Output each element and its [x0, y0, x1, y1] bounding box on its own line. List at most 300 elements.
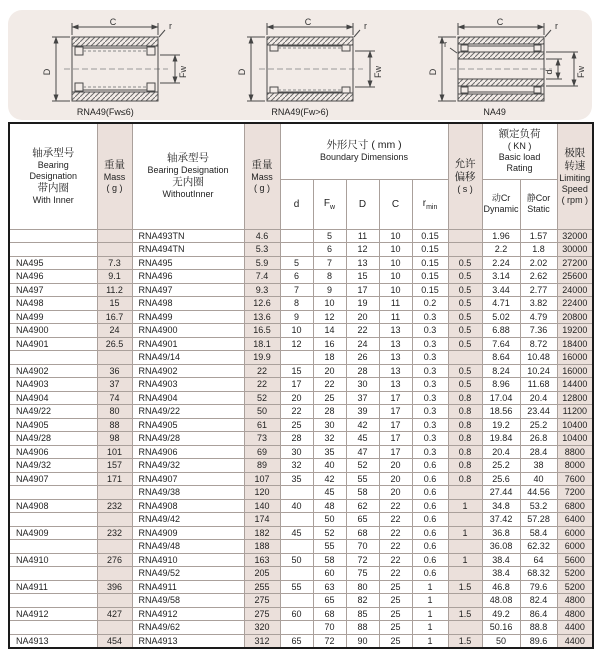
cell-designation-without-inner: RNA4910: [132, 553, 244, 567]
table-header: [9, 123, 593, 229]
cell-value: 40: [313, 459, 346, 473]
cell-value: 25.2: [482, 459, 520, 473]
header-text: 带内圈: [37, 181, 69, 194]
cell-value: 10: [379, 270, 412, 284]
cell-value: 8800: [557, 445, 593, 459]
cell-value: 0.6: [412, 499, 448, 513]
header-text: 轴承型号: [167, 152, 209, 165]
header-text: 静Cor: [526, 193, 551, 203]
header-static: [520, 179, 557, 229]
header-text: ( rpm ): [561, 194, 589, 205]
cell-value: 22: [244, 378, 280, 392]
table-row: [9, 567, 593, 581]
cell-value: 101: [97, 445, 132, 459]
cell-value: 5: [313, 229, 346, 243]
cell-designation-with-inner: NA497: [9, 283, 97, 297]
cell-value: 2.02: [520, 256, 557, 270]
cell-value: 1: [412, 594, 448, 608]
cell-value: 63: [313, 580, 346, 594]
cell-value: 0.3: [412, 324, 448, 338]
cell-value: 65: [313, 594, 346, 608]
cell-value: 25: [379, 607, 412, 621]
cell-value: 42: [346, 418, 379, 432]
dim-label-fw: Fw: [575, 66, 586, 78]
cell-designation-with-inner: NA4911: [9, 580, 97, 594]
dim-label-d-outer: D: [427, 68, 438, 76]
cell-value: 7600: [557, 472, 593, 486]
cell-value: 98: [97, 432, 132, 446]
table-row: [9, 634, 593, 648]
cell-value: 0.3: [412, 445, 448, 459]
figure-caption: RNA49(Fw≤6): [76, 107, 134, 117]
cell-value: 0.3: [412, 364, 448, 378]
cell-value: 79.6: [520, 580, 557, 594]
cell-value: [97, 229, 132, 243]
table-row: [9, 472, 593, 486]
cell-value: [448, 540, 482, 554]
cell-value: 5200: [557, 567, 593, 581]
cell-designation-with-inner: NA4908: [9, 499, 97, 513]
cell-value: 0.5: [448, 337, 482, 351]
cell-designation-with-inner: NA4905: [9, 418, 97, 432]
cell-value: 6000: [557, 540, 593, 554]
cell-designation-without-inner: RNA497: [132, 283, 244, 297]
cell-value: 28: [280, 432, 313, 446]
cell-value: 50.16: [482, 621, 520, 635]
table-row: [9, 486, 593, 500]
cell-value: 3.82: [520, 297, 557, 311]
cell-value: 53.2: [520, 499, 557, 513]
cell-value: 19: [346, 297, 379, 311]
cell-value: 5.9: [244, 256, 280, 270]
header-text: 偏移: [454, 170, 476, 183]
cell-designation-with-inner: [9, 486, 97, 500]
cell-value: 22: [379, 567, 412, 581]
cell-value: 72: [346, 553, 379, 567]
cell-value: 25: [379, 634, 412, 648]
cell-value: 27.44: [482, 486, 520, 500]
header-text: 转速: [564, 159, 586, 172]
cell-value: [97, 513, 132, 527]
cell-value: 80: [346, 580, 379, 594]
dim-label-r2: r: [443, 39, 447, 49]
cell-designation-with-inner: [9, 243, 97, 257]
cell-value: 30000: [557, 243, 593, 257]
cell-value: 0.6: [412, 553, 448, 567]
cell-designation-without-inner: RNA4911: [132, 580, 244, 594]
table-row: [9, 256, 593, 270]
header-load-rating: [482, 123, 557, 179]
cell-value: 15: [280, 364, 313, 378]
cell-value: 9: [280, 310, 313, 324]
cell-designation-without-inner: RNA49/32: [132, 459, 244, 473]
table-row: [9, 513, 593, 527]
cell-value: 16000: [557, 364, 593, 378]
cell-value: 1: [448, 553, 482, 567]
cell-value: [448, 594, 482, 608]
cell-value: 89.6: [520, 634, 557, 648]
cell-value: 4.79: [520, 310, 557, 324]
cell-value: 20.4: [482, 445, 520, 459]
cell-value: [448, 229, 482, 243]
table-row: [9, 297, 593, 311]
cell-value: 174: [244, 513, 280, 527]
cell-designation-without-inner: RNA493TN: [132, 229, 244, 243]
cell-value: 7: [313, 256, 346, 270]
figure-rna49-small-fw: [8, 10, 203, 120]
cell-value: 3.44: [482, 283, 520, 297]
cell-value: 45: [313, 486, 346, 500]
cell-value: 255: [244, 580, 280, 594]
cell-value: [280, 229, 313, 243]
cell-value: 0.8: [448, 432, 482, 446]
header-dynamic: [482, 179, 520, 229]
table-row: [9, 621, 593, 635]
cell-designation-with-inner: NA4903: [9, 378, 97, 392]
cell-value: 48.08: [482, 594, 520, 608]
cell-value: 19.84: [482, 432, 520, 446]
dim-label-r: r: [169, 21, 173, 31]
header-text: 重量: [104, 158, 125, 171]
cell-value: 45: [280, 526, 313, 540]
cell-value: 68: [313, 607, 346, 621]
cell-value: 20: [379, 486, 412, 500]
cell-value: 60: [280, 607, 313, 621]
cell-designation-without-inner: RNA49/42: [132, 513, 244, 527]
cell-value: 11: [379, 297, 412, 311]
cell-value: 6: [313, 243, 346, 257]
cell-value: 9.3: [244, 283, 280, 297]
cell-value: 88.8: [520, 621, 557, 635]
cell-value: 25: [379, 580, 412, 594]
cell-value: 13: [379, 351, 412, 365]
cell-value: 20: [379, 459, 412, 473]
cell-value: 8.96: [482, 378, 520, 392]
cell-value: 1.96: [482, 229, 520, 243]
cell-value: 10400: [557, 418, 593, 432]
cell-value: 23.44: [520, 405, 557, 419]
cell-value: 28.4: [520, 445, 557, 459]
cell-value: 5: [280, 256, 313, 270]
header-with-inner: [9, 123, 97, 229]
header-text: 重量: [251, 158, 273, 171]
cell-value: 9.1: [97, 270, 132, 284]
cell-value: 58.4: [520, 526, 557, 540]
cell-value: 13: [379, 337, 412, 351]
dim-label-fw: Fw: [373, 66, 383, 78]
table-row: [9, 283, 593, 297]
cell-value: 6.88: [482, 324, 520, 338]
header-text: Speed: [561, 183, 588, 194]
cell-value: 26.8: [520, 432, 557, 446]
cell-designation-with-inner: NA496: [9, 270, 97, 284]
header-text: 轴承型号: [32, 146, 75, 159]
cell-value: 86.4: [520, 607, 557, 621]
cell-value: 19.2: [482, 418, 520, 432]
cell-value: 0.3: [412, 418, 448, 432]
table-row: [9, 540, 593, 554]
cell-value: 20.4: [520, 391, 557, 405]
cell-value: 14: [313, 324, 346, 338]
cell-designation-with-inner: [9, 594, 97, 608]
cell-designation-with-inner: [9, 351, 97, 365]
cell-designation-with-inner: NA4909: [9, 526, 97, 540]
cell-value: 55: [280, 580, 313, 594]
cell-value: 26.5: [97, 337, 132, 351]
cell-value: 19200: [557, 324, 593, 338]
cell-designation-without-inner: RNA495: [132, 256, 244, 270]
cell-value: 0.5: [448, 297, 482, 311]
cell-value: 52: [346, 459, 379, 473]
cell-value: 1: [448, 526, 482, 540]
cell-value: 13.6: [244, 310, 280, 324]
cell-value: 17: [379, 405, 412, 419]
cell-value: 30: [313, 418, 346, 432]
header-text: ( s ): [457, 183, 473, 194]
cell-value: 20: [280, 391, 313, 405]
cell-value: 61: [244, 418, 280, 432]
cell-designation-without-inner: RNA49/52: [132, 567, 244, 581]
cell-value: 32: [313, 432, 346, 446]
cell-value: 232: [97, 499, 132, 513]
cell-designation-with-inner: NA4900: [9, 324, 97, 338]
cell-value: 55: [313, 540, 346, 554]
header-text: D: [358, 198, 367, 210]
cell-value: 17: [346, 283, 379, 297]
cell-value: 35: [313, 445, 346, 459]
cell-value: 19.9: [244, 351, 280, 365]
cell-value: 22: [379, 513, 412, 527]
cell-value: 20800: [557, 310, 593, 324]
cell-value: 0.5: [448, 256, 482, 270]
table-row: [9, 243, 593, 257]
cell-designation-with-inner: NA4902: [9, 364, 97, 378]
cell-designation-with-inner: NA4901: [9, 337, 97, 351]
cell-value: 454: [97, 634, 132, 648]
cell-value: 12: [280, 337, 313, 351]
header-text: Bearing: [37, 159, 69, 170]
cell-designation-without-inner: RNA4912: [132, 607, 244, 621]
cell-value: 8.64: [482, 351, 520, 365]
cell-value: 30: [280, 445, 313, 459]
cell-value: 0.6: [412, 472, 448, 486]
cell-value: 24: [97, 324, 132, 338]
cell-value: 64: [520, 553, 557, 567]
cell-value: 396: [97, 580, 132, 594]
cell-designation-without-inner: RNA498: [132, 297, 244, 311]
header-without-inner: [132, 123, 244, 229]
cell-value: [280, 540, 313, 554]
cell-value: 89: [244, 459, 280, 473]
cell-designation-without-inner: RNA4904: [132, 391, 244, 405]
header-text: w: [330, 203, 336, 211]
cell-value: 163: [244, 553, 280, 567]
cell-designation-without-inner: RNA49/58: [132, 594, 244, 608]
cell-designation-with-inner: NA49/32: [9, 459, 97, 473]
cell-value: 0.5: [448, 364, 482, 378]
header-text: ( g ): [106, 182, 123, 193]
cell-value: 47: [346, 445, 379, 459]
cell-value: 7.4: [244, 270, 280, 284]
header-text: WithoutInner: [162, 189, 214, 200]
cell-value: 16000: [557, 351, 593, 365]
cell-value: 18: [313, 351, 346, 365]
cell-designation-without-inner: RNA49/62: [132, 621, 244, 635]
cell-value: 42: [313, 472, 346, 486]
cell-value: 4800: [557, 594, 593, 608]
cell-value: 7.64: [482, 337, 520, 351]
cell-value: 2.2: [482, 243, 520, 257]
cell-value: 11: [346, 229, 379, 243]
cell-value: 17: [379, 418, 412, 432]
cell-value: 5.02: [482, 310, 520, 324]
cell-value: 40: [520, 472, 557, 486]
cell-value: 48: [313, 499, 346, 513]
header-text: Bearing Designation: [147, 165, 229, 176]
table-row: [9, 337, 593, 351]
cell-value: 0.15: [412, 256, 448, 270]
table-row: [9, 580, 593, 594]
cell-value: 46.8: [482, 580, 520, 594]
cell-value: [448, 486, 482, 500]
cell-value: 88: [97, 418, 132, 432]
header-text: Limiting: [559, 172, 591, 183]
cell-value: 312: [244, 634, 280, 648]
cell-value: 9: [313, 283, 346, 297]
cell-value: 7.3: [97, 256, 132, 270]
header-D: [346, 179, 379, 229]
cell-value: 7.36: [520, 324, 557, 338]
cell-value: 157: [97, 459, 132, 473]
figure-rna49-large-fw: [203, 10, 398, 120]
header-text: ( g ): [253, 182, 270, 193]
cell-value: 34.8: [482, 499, 520, 513]
cell-value: 0.15: [412, 270, 448, 284]
cell-value: [448, 567, 482, 581]
header-text: Dynamic: [483, 204, 519, 214]
cell-value: 17: [379, 391, 412, 405]
cell-value: 182: [244, 526, 280, 540]
header-text: 无内圈: [172, 176, 204, 189]
cell-value: 1.5: [448, 607, 482, 621]
dim-label-c: C: [304, 17, 312, 27]
cell-value: 1: [412, 580, 448, 594]
cell-value: 38.4: [482, 567, 520, 581]
dim-label-d-inner: d: [543, 69, 554, 75]
cell-designation-with-inner: [9, 540, 97, 554]
cell-value: 0.3: [412, 351, 448, 365]
cell-value: 37: [97, 378, 132, 392]
cell-value: 0.3: [412, 432, 448, 446]
cell-value: [280, 594, 313, 608]
header-text: F: [323, 197, 331, 209]
cell-value: 0.15: [412, 229, 448, 243]
cell-designation-without-inner: RNA4901: [132, 337, 244, 351]
cell-value: 140: [244, 499, 280, 513]
cell-value: 4800: [557, 607, 593, 621]
cell-value: 80: [97, 405, 132, 419]
cell-designation-without-inner: RNA4913: [132, 634, 244, 648]
cell-value: [97, 486, 132, 500]
cell-designation-without-inner: RNA49/28: [132, 432, 244, 446]
cell-value: 30: [346, 378, 379, 392]
cell-value: 232: [97, 526, 132, 540]
cell-value: 4400: [557, 621, 593, 635]
cell-value: 275: [244, 607, 280, 621]
cell-value: 22: [313, 378, 346, 392]
cell-value: 50: [482, 634, 520, 648]
cell-value: 0.3: [412, 405, 448, 419]
cell-value: 18400: [557, 337, 593, 351]
cell-designation-without-inner: RNA4903: [132, 378, 244, 392]
bearing-diagram-panel: [8, 10, 592, 120]
cell-value: 205: [244, 567, 280, 581]
cell-value: 1: [448, 499, 482, 513]
cell-value: [97, 567, 132, 581]
table-row: [9, 418, 593, 432]
cell-value: 60: [313, 567, 346, 581]
cell-value: 8.24: [482, 364, 520, 378]
cell-value: 11: [379, 310, 412, 324]
cell-value: 11.2: [97, 283, 132, 297]
cell-value: 45: [346, 432, 379, 446]
cell-value: 14400: [557, 378, 593, 392]
cell-designation-without-inner: RNA49/38: [132, 486, 244, 500]
cell-value: 0.3: [412, 391, 448, 405]
cell-value: 120: [244, 486, 280, 500]
cell-value: 36.08: [482, 540, 520, 554]
header-text: Designation: [29, 170, 78, 181]
cell-value: 6000: [557, 526, 593, 540]
cell-value: 25: [313, 391, 346, 405]
cell-value: 50: [244, 405, 280, 419]
cell-designation-with-inner: NA499: [9, 310, 97, 324]
cell-value: 17: [280, 378, 313, 392]
header-text: d: [293, 198, 300, 210]
cell-value: 5.3: [244, 243, 280, 257]
header-text: Basic load: [498, 152, 541, 163]
header-rmin: [412, 179, 448, 229]
cell-value: 1.5: [448, 634, 482, 648]
cell-designation-without-inner: RNA4902: [132, 364, 244, 378]
cell-value: 10: [379, 256, 412, 270]
header-text: 额定负荷: [498, 128, 541, 141]
header-mass-without: [244, 123, 280, 229]
table-row: [9, 499, 593, 513]
cell-value: 50: [280, 553, 313, 567]
cell-value: 82: [346, 594, 379, 608]
cell-value: 171: [97, 472, 132, 486]
cell-value: 13: [346, 256, 379, 270]
cell-value: [448, 243, 482, 257]
header-d: [280, 179, 313, 229]
bearing-spec-table: [8, 122, 594, 649]
table-row: [9, 391, 593, 405]
cell-value: 0.8: [448, 405, 482, 419]
table-row: [9, 378, 593, 392]
cell-value: 90: [346, 634, 379, 648]
cell-value: [97, 594, 132, 608]
cell-value: 73: [244, 432, 280, 446]
header-fw: [313, 179, 346, 229]
cell-value: [97, 243, 132, 257]
cell-value: 72: [313, 634, 346, 648]
cell-value: 1: [412, 621, 448, 635]
cell-value: 0.6: [412, 459, 448, 473]
cell-value: 1.5: [448, 580, 482, 594]
table-row: [9, 270, 593, 284]
cell-value: 1.57: [520, 229, 557, 243]
